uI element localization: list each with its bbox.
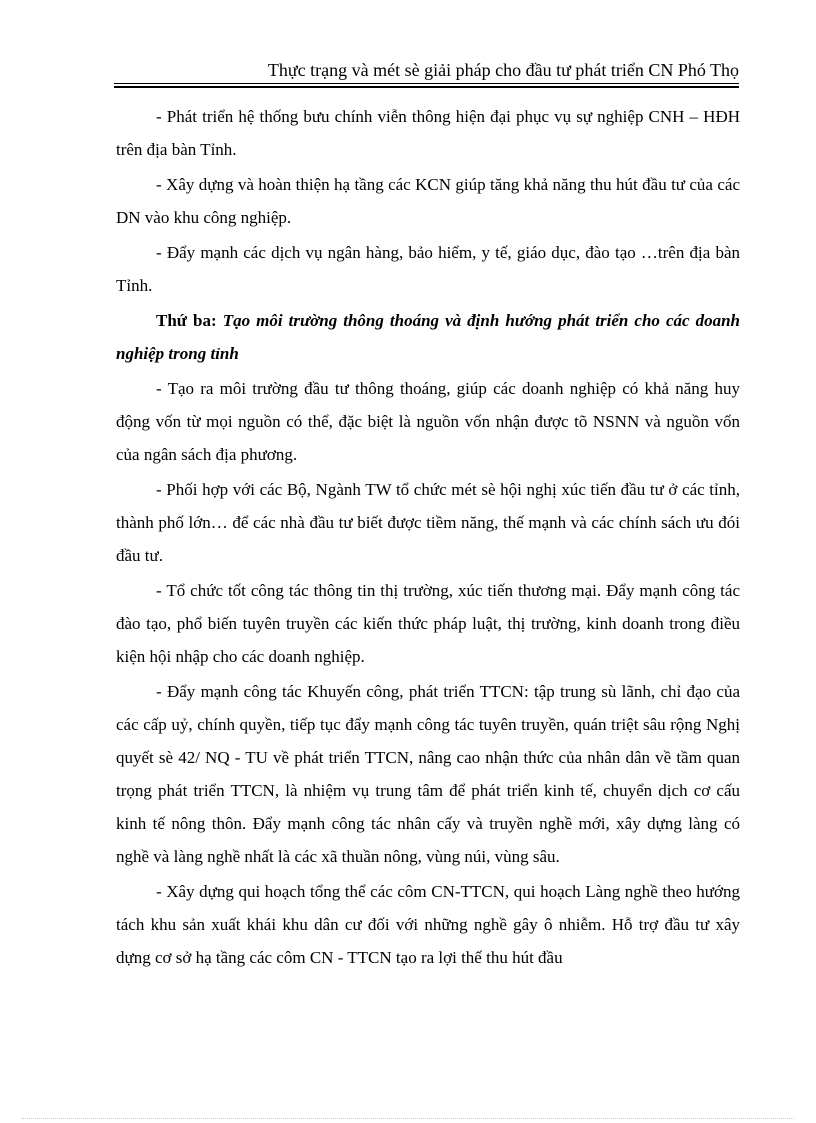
page-header: Thực trạng và mét sè giải pháp cho đầu tư phát triển CN Phó Thọ <box>267 60 739 80</box>
paragraph: - Tạo ra môi trường đầu tư thông thoáng, giúp các doanh nghiệp có khả năng huy động vốn từ mọi nguồn có thể, đặc biệt là nguồn vốn nhận được tõ NSNN và nguồn vốn của ngân sách địa phương. <box>116 379 740 464</box>
paragraph: - Xây dựng và hoàn thiện hạ tầng các KCN giúp tăng khả năng thu hút đầu tư của các DN vào khu công nghiệp. <box>116 175 740 227</box>
paragraph: - Phối hợp với các Bộ, Ngành TW tổ chức mét sè hội nghị xúc tiến đầu tư ở các tỉnh, thành phố lớn… để các nhà đầu tư biết được tiềm năng, thế mạnh và các chính sách ưu đói đầu tư. <box>116 480 740 565</box>
paragraph: - Đẩy mạnh các dịch vụ ngân hàng, bảo hiểm, y tế, giáo dục, đào tạo …trên địa bàn Tỉnh. <box>116 243 740 295</box>
heading-lead: Thứ ba: <box>156 311 217 330</box>
document-body <box>116 100 740 974</box>
paragraph: - Xây dựng qui hoạch tổng thể các côm CN-TTCN, qui hoạch Làng nghề theo hướng tách khu sản xuất khái khu dân cư đối với những nghề gây ô nhiễm. Hỗ trợ đầu tư xây dựng cơ sở hạ tầng các côm CN - TTCN tạo ra lợi thế thu hút đầu <box>116 882 740 967</box>
page-bottom-border <box>22 1118 794 1119</box>
paragraph: - Phát triển hệ thống bưu chính viễn thông hiện đại phục vụ sự nghiệp CNH – HĐH trên địa bàn Tỉnh. <box>116 107 740 159</box>
paragraph: - Đẩy mạnh công tác Khuyến công, phát triển TTCN: tập trung sù lãnh, chỉ đạo của các cấp uỷ, chính quyền, tiếp tục đẩy mạnh công tác tuyên truyền, quán triệt sâu rộng Nghị quyết sè 42/ NQ - TU về phát triển TTCN, nâng cao nhận thức của nhân dân về tầm quan trọng phát triển TTCN, là nhiệm vụ trung tâm để phát triển kinh tế, chuyển dịch cơ cấu kinh tế nông thôn. Đẩy mạnh công tác nhân cấy và truyền nghề mới, xây dựng làng có nghề và làng nghề nhất là các xã thuần nông, vùng núi, vùng sâu. <box>116 682 740 866</box>
paragraph: - Tổ chức tốt công tác thông tin thị trường, xúc tiến thương mại. Đẩy mạnh công tác đào tạo, phổ biến tuyên truyền các kiến thức pháp luật, thị trường, kinh doanh trong điều kiện hội nhập cho các doanh nghiệp. <box>116 581 740 666</box>
section-heading <box>116 304 740 370</box>
header-rule-thick <box>114 86 739 88</box>
heading-title: Tạo môi trường thông thoáng và định hướng phát triển cho các doanh nghiệp trong tỉnh <box>116 311 740 363</box>
header-rule-thin <box>114 83 739 84</box>
